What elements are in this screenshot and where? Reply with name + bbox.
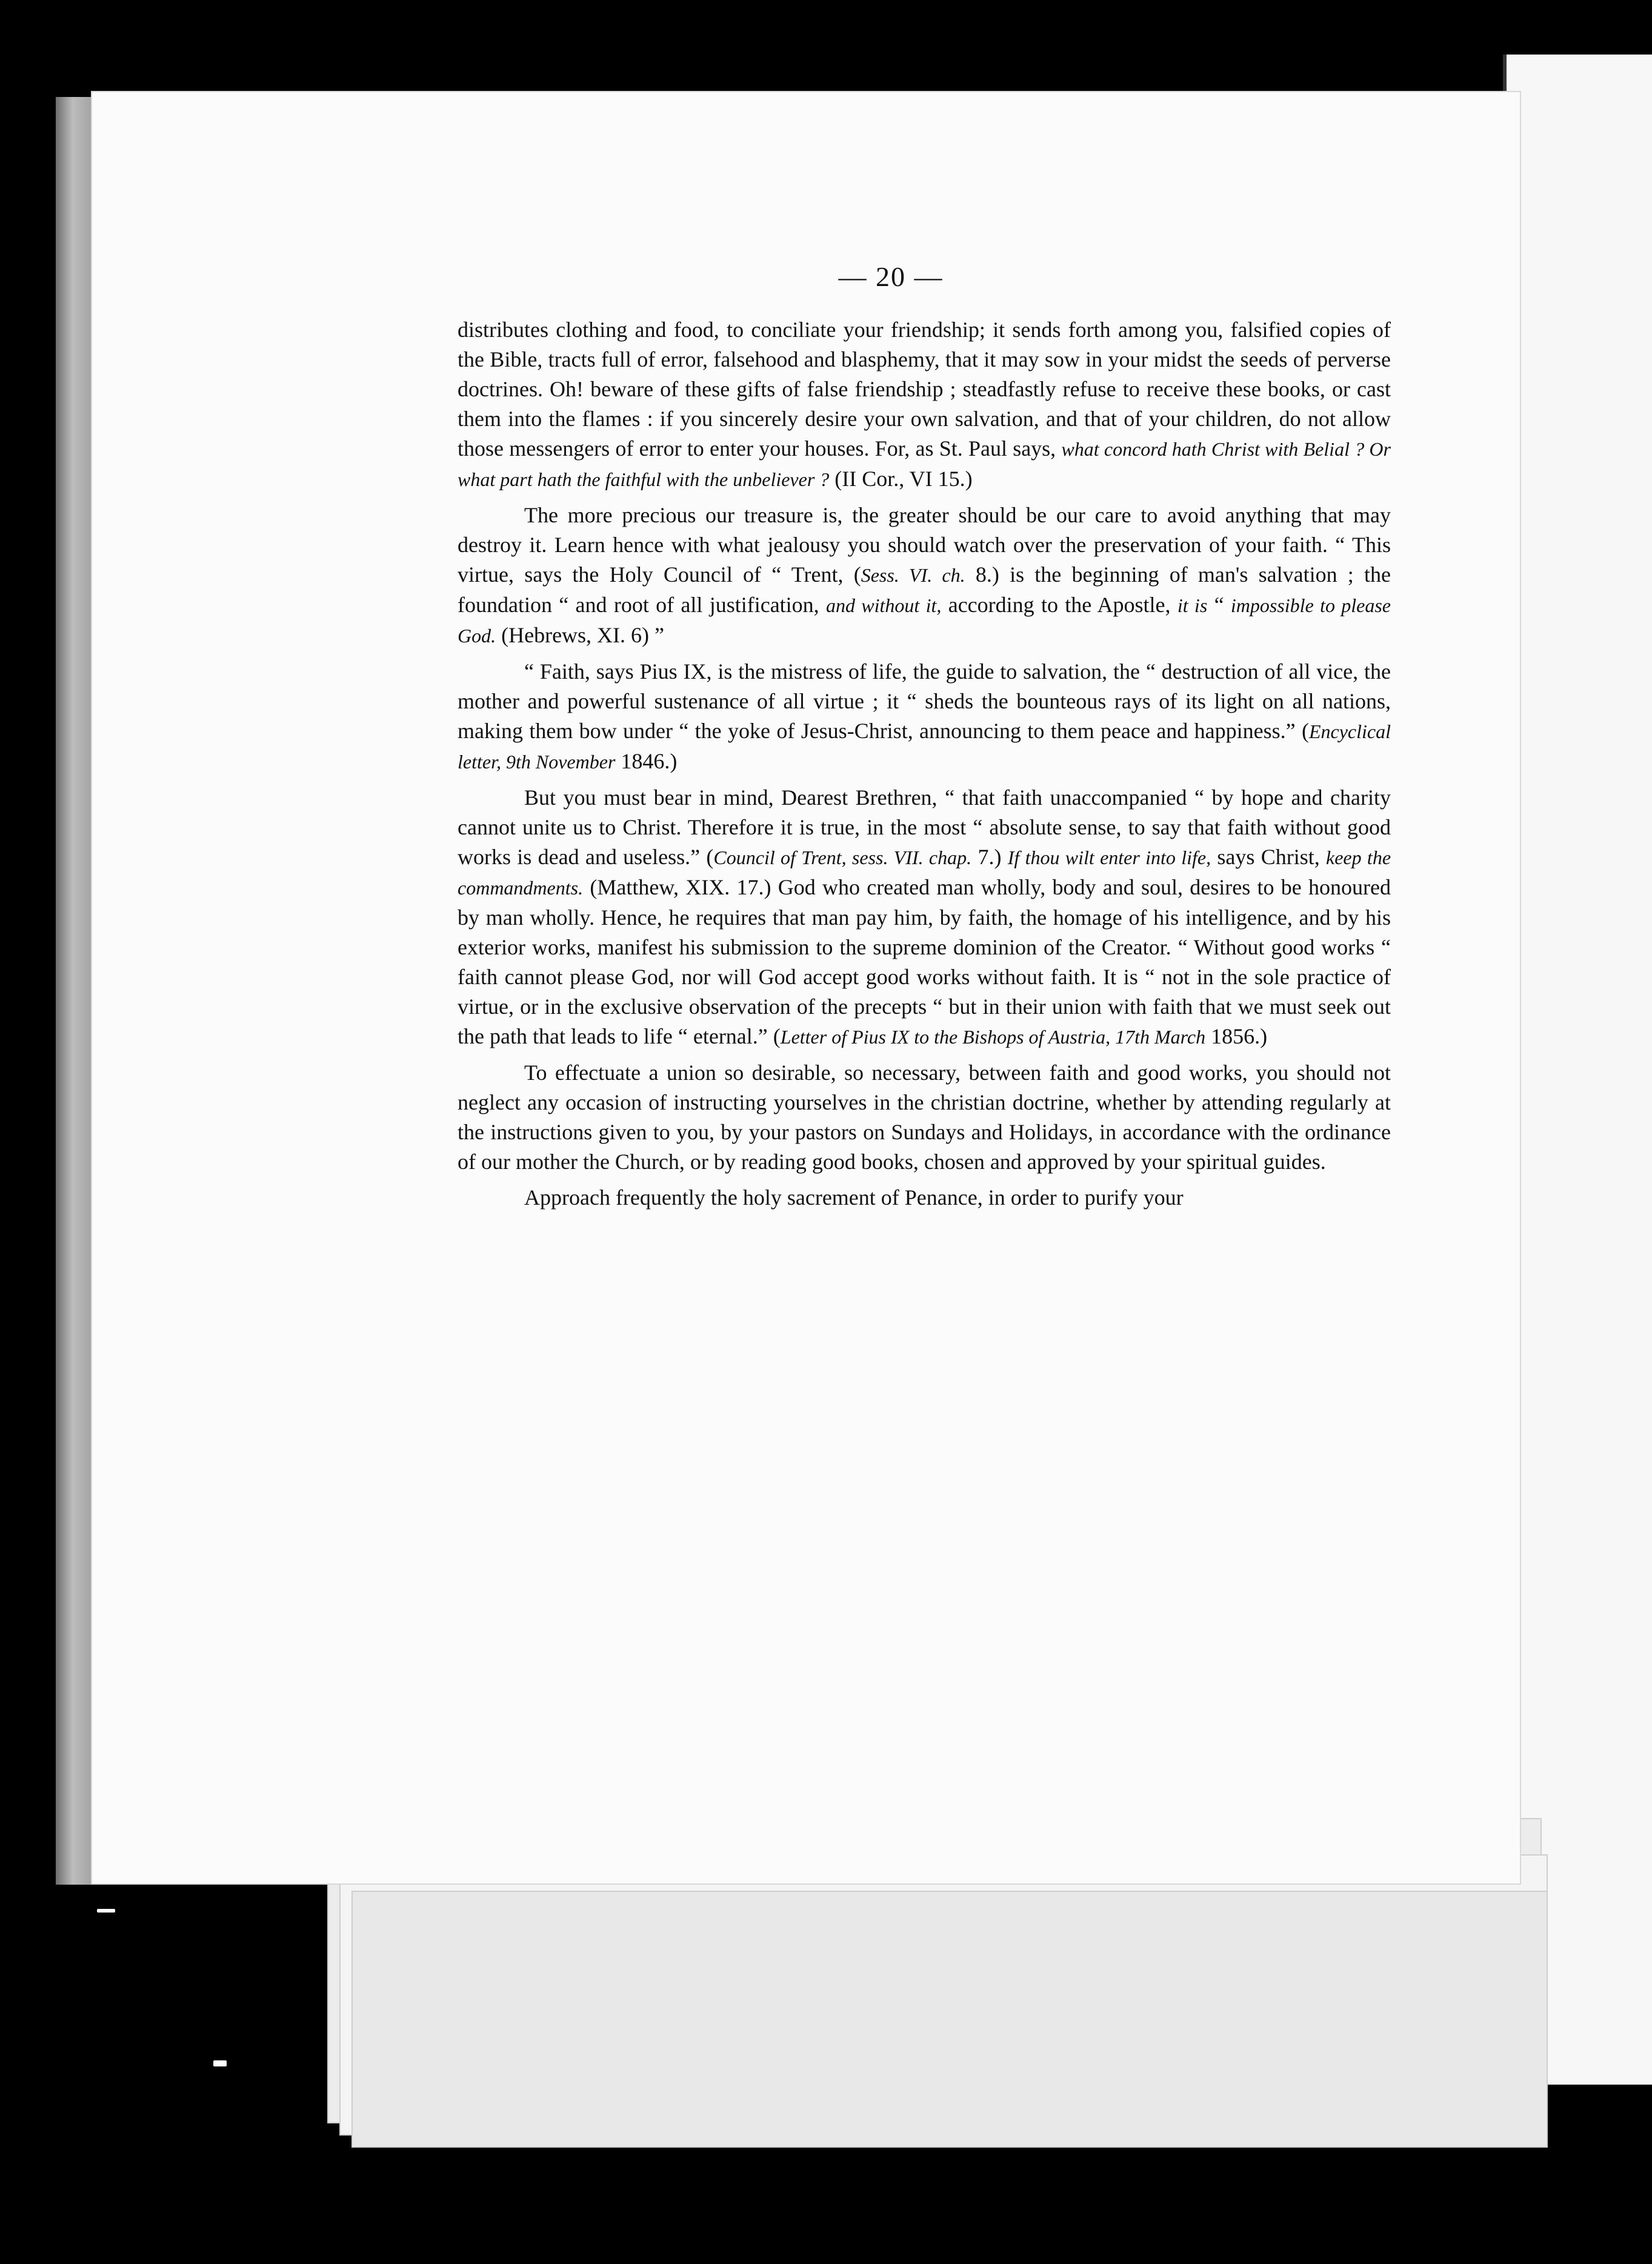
paragraph [458, 1183, 1391, 1213]
italic-citation: impossible to please God. [458, 594, 1391, 647]
italic-citation: Letter of Pius IX to the Bishops of Austria, 17th March [780, 1026, 1206, 1048]
italic-citation: Encyclical letter, 9th November [458, 721, 1391, 773]
text-run: The more precious our treasure is, the greater should be our care to avoid anything that may destroy it. Learn hence with what jealousy you should watch over the preservation of your faith. “ This virtue, says the Holy Council of “ Trent, ( [458, 503, 1391, 587]
paragraph [458, 783, 1391, 1052]
italic-citation: keep the commandments. [458, 847, 1391, 899]
paragraph [458, 1058, 1391, 1177]
scan-speck [213, 2060, 227, 2066]
italic-citation: Council of Trent, sess. VII. chap. [713, 847, 972, 868]
text-run: To effectuate a union so desirable, so necessary, between faith and good works, you should not neglect any occasion of instructing yourselves in the christian doctrine, whether by attending regularly at the instructions given to you, by your pastors on Sundays and Holidays, in accordance with the ordinance of our mother the Church, or by reading good books, chosen and approved by your spiritual guides. [458, 1060, 1391, 1174]
adjacent-page [1503, 55, 1652, 2085]
text-run: (II Cor., VI 15.) [829, 467, 973, 491]
scan-speck [97, 1909, 115, 1913]
text-run: says Christ, [1211, 845, 1327, 869]
text-run: distributes clothing and food, to conciliate your friendship; it sends forth among you, falsified copies of the Bible, tracts full of error, falsehood and blasphemy, that it may sow in your midst the seeds of perverse doctrines. Oh! beware of these gifts of false friendship ; steadfastly refuse to receive these books, or cast them into the flames : if you sincerely desire your own salvation, and that of your children, do not allow those messengers of error to enter your houses. For, as St. Paul says, [458, 318, 1391, 461]
text-run: 1846.) [615, 749, 678, 773]
text-run: But you must bear in mind, Dearest Brethren, “ that faith unaccompanied “ by hope and charity cannot unite us to Christ. Therefore it is true, in the most “ absolute sense, to say that faith without good works is dead and useless.” ( [458, 785, 1391, 869]
text-run: (Matthew, XIX. 17.) God who created man wholly, body and soul, desires to be honoured by man wholly. Hence, he requires that man pay him, by faith, the homage of his intelligence, and by his exterior works, manifest his submission to the supreme dominion of the Creator. “ Without good works “ faith cannot please God, nor will God accept good works without faith. It is “ not in the sole practice of virtue, or in the exclusive observation of the precepts “ but in their union with faith that we must seek out the path that leads to life “ eternal.” ( [458, 875, 1391, 1048]
italic-citation: what concord hath Christ with Belial ? Or what part hath the faithful with the unbeliever ? [458, 438, 1391, 490]
stacked-page-edge [351, 1891, 1548, 2148]
italic-citation: Sess. VI. ch. [861, 564, 965, 586]
text-run: 1856.) [1205, 1024, 1268, 1048]
italic-citation: If thou wilt enter into life, [1007, 847, 1211, 868]
paragraph [458, 657, 1391, 777]
italic-citation: and without it, [826, 594, 942, 616]
text-run: 8.) is the beginning of man's salvation ; the foundation “ and root of all justification, [458, 562, 1391, 617]
text-run: (Hebrews, XI. 6) ” [496, 623, 665, 647]
text-run: 7.) [971, 845, 1008, 869]
paragraph [458, 501, 1391, 651]
text-run: “ Faith, says Pius IX, is the mistress of life, the guide to salvation, the “ destruction of all vice, the mother and powerful sustenance of all virtue ; it “ sheds the bounteous rays of its light on all nations, making them bow under “ the yoke of Jesus-Christ, announcing to them peace and happiness.” ( [458, 659, 1391, 743]
page-number: — 20 — [838, 261, 944, 292]
text-run: according to the Apostle, [941, 593, 1177, 617]
text-run: “ [1207, 593, 1231, 617]
italic-citation: it is [1177, 594, 1208, 616]
body-text [458, 315, 1391, 1213]
paragraph [458, 315, 1391, 494]
text-run: Approach frequently the holy sacrement of Penance, in order to purify your [524, 1185, 1184, 1210]
